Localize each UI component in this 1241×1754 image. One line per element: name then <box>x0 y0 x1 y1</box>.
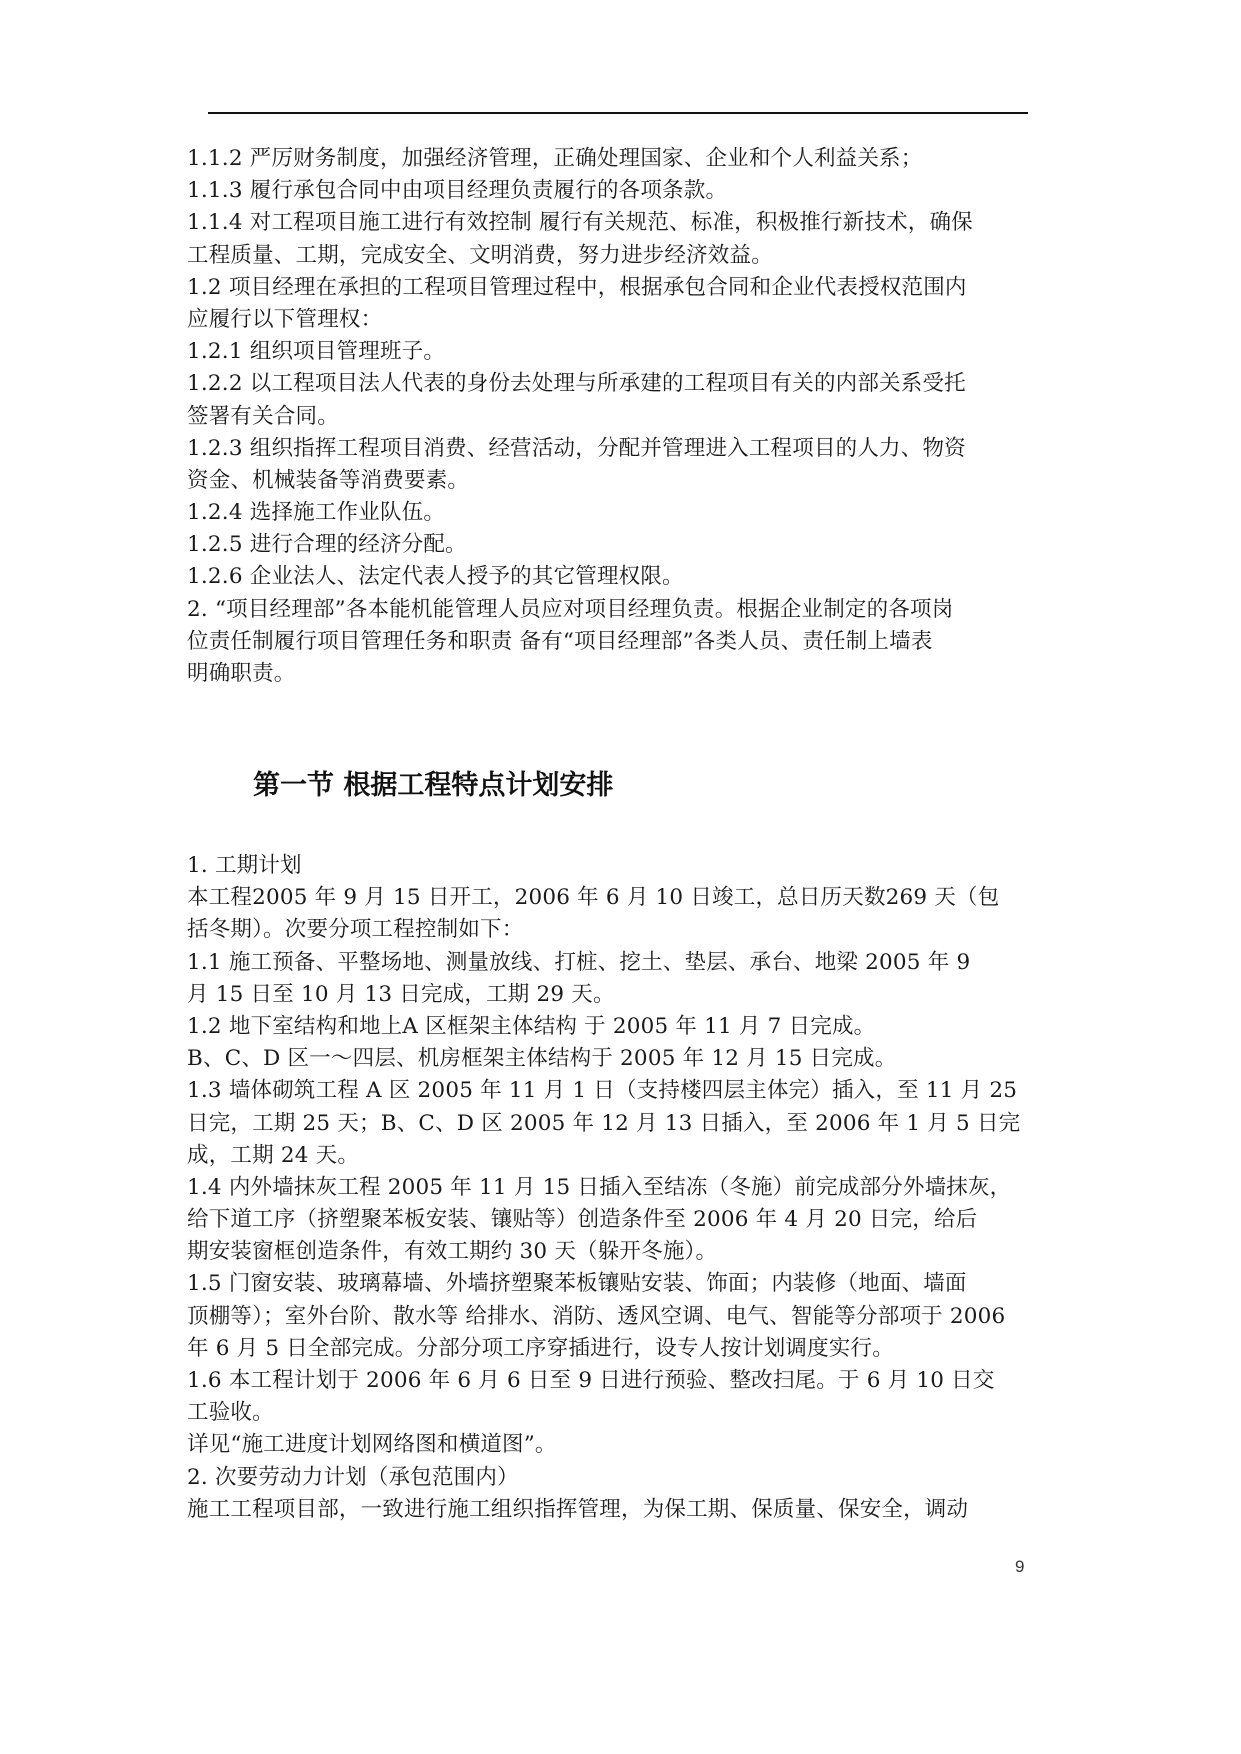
body-text-top <box>187 143 1087 690</box>
text-line: 给下道工序（挤塑聚苯板安装、镶贴等）创造条件至 2006 年 4 月 20 日完，给后 <box>187 1207 978 1233</box>
text-line: 月 15 日至 10 月 13 日完成，工期 29 天。 <box>187 981 615 1007</box>
text-line: 1.2.5 进行合理的经济分配。 <box>187 532 467 558</box>
text-line: 1.1.2 严厉财务制度，加强经济管理，正确处理国家、企业和个人利益关系； <box>187 146 923 171</box>
text-line: 1.2 地下室结构和地上A 区框架主体结构 于 2005 年 11 月 7 日完成。 <box>187 1013 876 1039</box>
text-line: 施工工程项目部，一致进行施工组织指挥管理，为保工期、保质量、保安全，调动 <box>187 1496 969 1522</box>
page-number: 9 <box>1015 1557 1025 1576</box>
text-line: 1.2.1 组织项目管理班子。 <box>187 339 446 365</box>
text-line: 1.1 施工预备、平整场地、测量放线、打桩、挖土、垫层、承台、地梁 2005 年 9 <box>187 949 971 975</box>
text-line: 位责任制履行项目管理任务和职责 备有“项目经理部”各类人员、责任制上墙表 <box>187 628 933 654</box>
text-line: 期安装窗框创造条件，有效工期约 30 天（躲开冬施）。 <box>187 1239 718 1265</box>
text-line: 工验收。 <box>187 1400 274 1426</box>
text-line: 1.2.4 选择施工作业队伍。 <box>187 500 446 526</box>
text-line: 工程质量、工期，完成安全、文明消费，努力进步经济效益。 <box>187 242 773 268</box>
text-line: 1.3 墙体砌筑工程 A 区 2005 年 11 月 1 日（支持楼四层主体完）插入，至 11 月 25 <box>187 1078 1018 1104</box>
text-line: 1.1.3 履行承包合同中由项目经理负责履行的各项条款。 <box>187 178 728 204</box>
section-title: 第一节 根据工程特点计划安排 <box>253 770 614 801</box>
text-line: 2. “项目经理部”各本能机能管理人员应对项目经理负责。根据企业制定的各项岗 <box>187 596 954 622</box>
text-line: 1.5 门窗安装、玻璃幕墙、外墙挤塑聚苯板镶贴安装、饰面；内装修（地面、墙面 <box>187 1271 967 1297</box>
text-line: 1.2.3 组织指挥工程项目消费、经营活动，分配并管理进入工程项目的人力、物资 <box>187 435 966 461</box>
text-line: B、C、D 区一～四层、机房框架主体结构于 2005 年 12 月 15 日完成。 <box>187 1046 897 1072</box>
text-line: 签署有关合同。 <box>187 403 339 429</box>
text-line: 明确职责。 <box>187 661 296 686</box>
text-line: 1. 工期计划 <box>187 853 302 878</box>
text-line: 顶棚等）；室外台阶、散水等 给排水、消防、透风空调、电气、智能等分部项于 2006 <box>187 1303 1006 1329</box>
text-line: 1.2 项目经理在承担的工程项目管理过程中，根据承包合同和企业代表授权范围内 <box>187 274 967 300</box>
text-line: 本工程2005 年 9 月 15 日开工，2006 年 6 月 10 日竣工，总日历天数269 天（包 <box>187 885 1000 911</box>
text-line: 资金、机械装备等消费要素。 <box>187 467 470 493</box>
text-line: 1.2.2 以工程项目法人代表的身份去处理与所承建的工程项目有关的内部关系受托 <box>187 371 966 397</box>
text-line: 应履行以下管理权： <box>187 306 383 332</box>
text-line: 1.1.4 对工程项目施工进行有效控制 履行有关规范、标准，积极推行新技术，确保 <box>187 210 973 236</box>
text-line: 2. 次要劳动力计划（承包范围内） <box>187 1464 519 1490</box>
text-line: 成，工期 24 天。 <box>187 1142 360 1168</box>
text-line: 1.4 内外墙抹灰工程 2005 年 11 月 15 日插入至结冻（冬施）前完成部分外墙抹灰， <box>187 1174 1012 1200</box>
body-text-bottom <box>187 850 1087 1526</box>
header-rule <box>208 112 1028 114</box>
text-line: 括冬期）。次要分项工程控制如下： <box>187 917 524 943</box>
text-line: 1.6 本工程计划于 2006 年 6 月 6 日至 9 日进行预验、整改扫尾。于 6 月 10 日交 <box>187 1368 995 1393</box>
text-line: 年 6 月 5 日全部完成。分部分项工序穿插进行，设专人按计划调度实行。 <box>187 1335 894 1361</box>
text-line: 详见“施工进度计划网络图和横道图”。 <box>187 1432 557 1458</box>
text-line: 日完，工期 25 天；B、C、D 区 2005 年 12 月 13 日插入，至 2006 年 1 月 5 日完 <box>187 1110 1021 1136</box>
text-line: 1.2.6 企业法人、法定代表人授予的其它管理权限。 <box>187 564 684 590</box>
